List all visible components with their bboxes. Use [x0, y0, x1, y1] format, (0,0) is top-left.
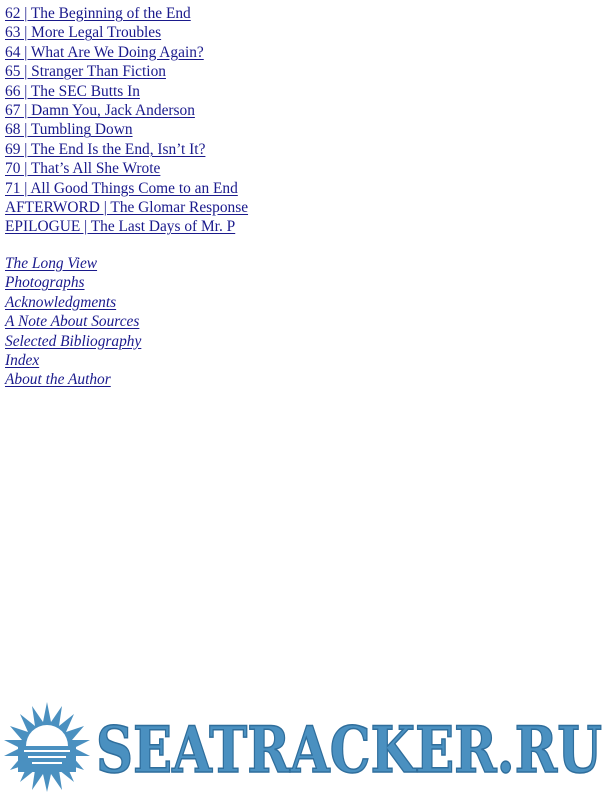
toc-acknowledgments-link[interactable]: Acknowledgments	[5, 293, 117, 311]
toc-chapter-68-link[interactable]: 68 | Tumbling Down	[5, 121, 133, 139]
toc-chapter-63-link[interactable]: 63 | More Legal Troubles	[5, 24, 162, 42]
watermark-banner	[0, 700, 612, 792]
toc-photographs-link[interactable]: Photographs	[5, 274, 85, 292]
table-of-contents	[5, 4, 605, 390]
toc-note-about-sources-link[interactable]: A Note About Sources	[5, 313, 140, 331]
toc-chapter-64-link[interactable]: 64 | What Are We Doing Again?	[5, 43, 204, 61]
toc-chapter-71-link[interactable]: 71 | All Good Things Come to an End	[5, 179, 238, 197]
toc-chapter-69-link[interactable]: 69 | The End Is the End, Isn’t It?	[5, 140, 206, 158]
toc-selected-bibliography-link[interactable]: Selected Bibliography	[5, 332, 142, 350]
toc-index-link[interactable]: Index	[5, 351, 40, 369]
toc-epilogue-link[interactable]: EPILOGUE | The Last Days of Mr. P	[5, 218, 236, 236]
toc-long-view-link[interactable]: The Long View	[5, 254, 98, 272]
sun-wave-logo-icon	[4, 702, 90, 792]
toc-chapter-65-link[interactable]: 65 | Stranger Than Fiction	[5, 63, 166, 81]
toc-afterword-link[interactable]: AFTERWORD | The Glomar Response	[5, 199, 249, 217]
toc-group-divider	[5, 237, 605, 254]
toc-chapter-66-link[interactable]: 66 | The SEC Butts In	[5, 82, 140, 100]
toc-chapter-62-link[interactable]: 62 | The Beginning of the End	[5, 5, 191, 22]
toc-about-author-link[interactable]: About the Author	[5, 371, 111, 389]
watermark-text: SEATRACKER.RU	[96, 713, 602, 788]
toc-chapter-70-link[interactable]: 70 | That’s All She Wrote	[5, 160, 161, 178]
toc-chapter-67-link[interactable]: 67 | Damn You, Jack Anderson	[5, 102, 195, 120]
